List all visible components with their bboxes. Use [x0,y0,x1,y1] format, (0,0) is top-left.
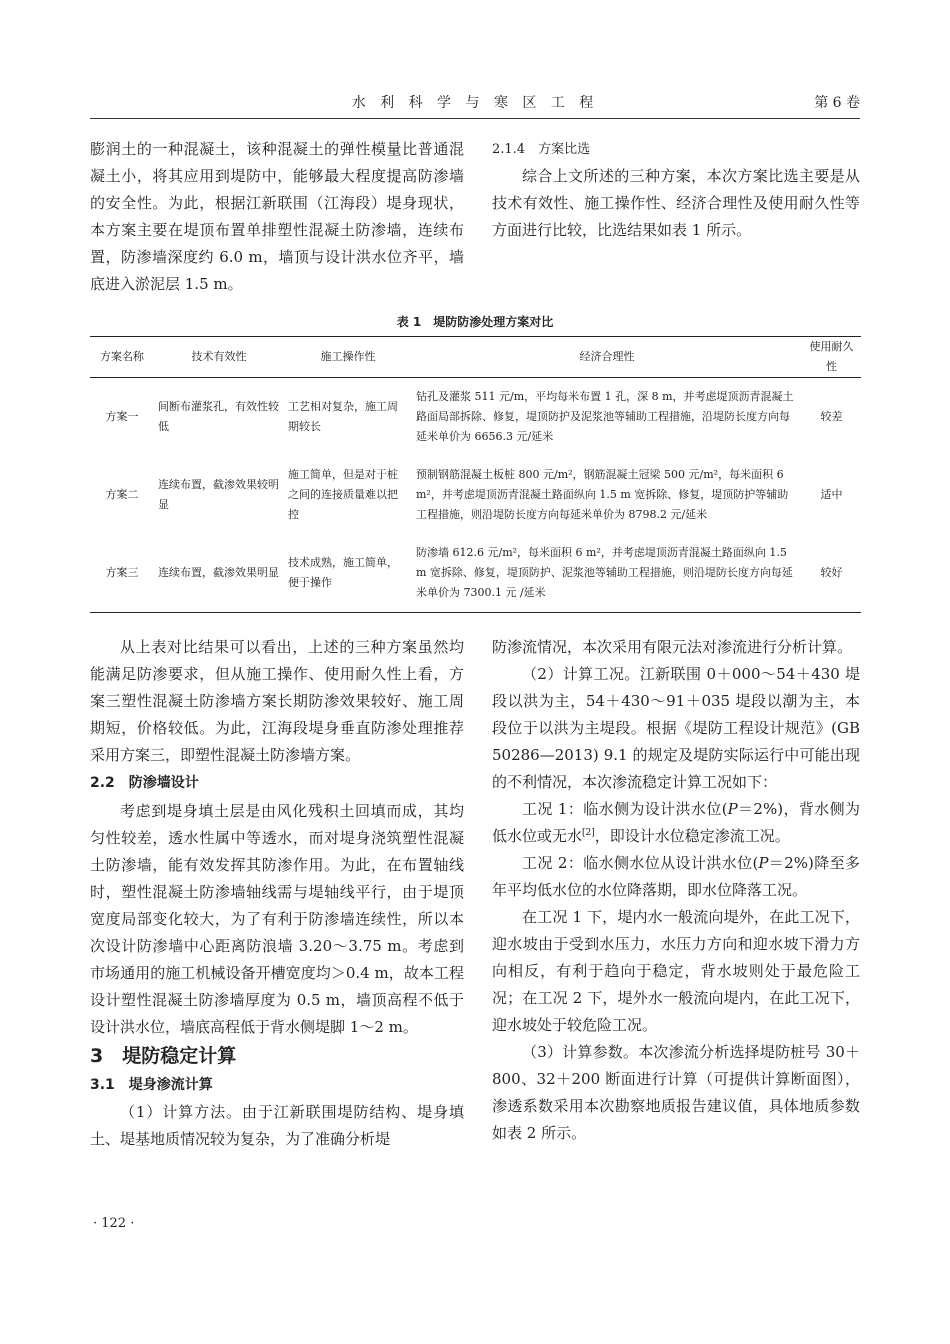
column-header: 技术有效性 [191,350,247,363]
comparison-table [90,336,861,613]
paragraph: （3）计算参数。本次渗流分析选择堤防桩号 30＋800、32＋200 断面进行计算（可提供计算断面图），渗透系数采用本次勘察地质报告建议值，具体地质参数如表 2 所示。 [492,1043,860,1142]
table-cell: 间断布灌浆孔，有效性较低 [158,400,279,433]
column-header: 使用耐久性 [809,340,854,373]
table-cell: 连续布置，截渗效果明显 [158,566,279,579]
volume-label: 第 6 卷 [814,95,860,111]
table-caption: 表 1 堤防防渗处理方案对比 [396,315,554,329]
paragraph: 从上表对比结果可以看出，上述的三种方案虽然均能满足防渗要求，但从施工操作、使用耐久性上看，方案三塑性混凝土防渗墙方案长期防渗效果较好、施工周期短，价格较低。为此，江海段堤身垂直防渗处理推荐采用方案三，即塑性混凝土防渗墙方案。 [90,638,464,764]
paragraph: 工况 2：临水侧水位从设计洪水位(P＝2%)降至多年平均低水位的水位降落期，即水位降落工况。 [492,854,860,899]
variable-p: P [727,800,738,818]
paragraph: （1）计算方法。由于江新联围堤防结构、堤身填土、堤基地质情况较为复杂，为了准确分析堤 [90,1103,464,1148]
table-cell: 钻孔及灌浆 511 元/m，平均每米布置 1 孔，深 8 m，并考虑堤顶沥青混凝土路面局部拆除、修复，堤顶防护及泥浆池等辅助工程措施，沿堤防长度方向每延米单价为 6656.3 元/延米 [416,390,794,443]
column-header: 经济合理性 [579,350,635,363]
table-cell: 较差 [820,410,843,423]
paragraph: 考虑到堤身填土层是由风化残积土回填而成，其均匀性较差，透水性属中等透水，而对堤身浇筑塑性混凝土防渗墙，能有效发挥其防渗作用。为此，在布置轴线时，塑性混凝土防渗墙轴线需与堤轴线平行，由于堤顶宽度局部变化较大，为了有利于防渗墙连续性，所以本次设计防渗墙中心距离防浪墙 3.20～3.75 m。考虑到市场通用的施工机械设备开槽宽度均＞0.4 m，故本工程设计塑性混凝土防渗墙厚度为 0.5 m，墙顶高程不低于设计洪水位，墙底高程低于背水侧堤脚 1～2 m。 [90,802,464,1036]
paragraph: 防渗流情况，本次采用有限元法对渗流进行分析计算。 [492,638,853,656]
table-cell: 方案三 [105,566,139,579]
paragraph: 膨润土的一种混凝土，该种混凝土的弹性模量比普通混凝土小，将其应用到堤防中，能够最大程度提高防渗墙的安全性。为此，根据江新联围（江海段）堤身现状，本方案主要在堤顶布置单排塑性混凝土防渗墙，连续布置，防渗墙深度约 6.0 m，墙顶与设计洪水位齐平，墙底进入淤泥层 1.5 m。 [90,140,464,293]
table-cell: 工艺相对复杂，施工周期较长 [288,400,398,433]
section-heading-2-2: 2.2 防渗墙设计 [90,775,199,791]
page-number: · 122 · [93,1216,135,1231]
variable-p: P [758,854,769,872]
table-cell: 适中 [820,488,843,501]
table-row [90,534,861,613]
paragraph: 工况 1：临水侧为设计洪水位(P＝2%)，背水侧为低水位或无水[2]，即设计水位稳定渗流工况。 [492,800,860,845]
chapter-heading-3: 3 堤防稳定计算 [90,1045,237,1067]
paragraph: 在工况 1 下，堤内水一般流向堤外，在此工况下，迎水坡由于受到水压力，水压力方向和迎水坡下滑力方向相反，有利于趋向于稳定，背水坡则处于最危险工况；在工况 2 下，堤外水一般流向堤内，在此工况下，迎水坡处于较危险工况。 [492,908,860,1034]
table-cell: 连续布置，截渗效果较明显 [158,478,279,511]
table-row [90,378,861,457]
header-divider [90,118,860,119]
left-column [90,634,464,1153]
table-cell: 较好 [820,566,843,579]
paragraph: （2）计算工况。江新联围 0＋000～54＋430 堤段以洪为主，54＋430～91＋035 堤段以潮为主，本段位于以洪为主堤段。根据《堤防工程设计规范》(GB 50286—2013) 9.1 的规定及堤防实际运行中可能出现的不利情况，本次渗流稳定计算工况如下： [492,665,860,791]
citation-ref: [2] [582,828,595,838]
table-cell: 防渗墙 612.6 元/m²，每米面积 6 m²，并考虑堤顶沥青混凝土路面纵向 1.5 m 宽拆除、修复，堤顶防护、泥浆池等辅助工程措施，则沿堤防长度方向每延米单价为 7300.1 元 /延米 [416,546,793,599]
table-cell: 施工简单，但是对于桩之间的连接质量难以把控 [288,468,398,521]
table-row [90,456,861,534]
table-header-row [90,337,861,378]
table-cell: 预制钢筋混凝土板桩 800 元/m²，钢筋混凝土冠梁 500 元/m²，每米面积 6 m²，并考虑堤顶沥青混凝土路面纵向 1.5 m 宽拆除、修复，堤顶防护等辅助工程措施，则沿堤防长度方向每延米单价为 8798.2 元/延米 [416,468,789,521]
section-heading-3-1: 3.1 堤身渗流计算 [90,1077,213,1093]
top-right-column [492,136,860,244]
column-header: 方案名称 [100,350,144,363]
table-cell: 方案二 [105,488,139,501]
right-column [492,634,860,1147]
subsection-heading: 2.1.4 方案比选 [492,142,591,157]
top-left-column [90,136,464,298]
journal-title: 水 利 科 学 与 寒 区 工 程 [351,95,599,111]
table-cell: 方案一 [105,410,139,423]
column-header: 施工操作性 [320,350,376,363]
paragraph: 综合上文所述的三种方案，本次方案比选主要是从技术有效性、施工操作性、经济合理性及使用耐久性等方面进行比较，比选结果如表 1 所示。 [492,167,860,239]
table-cell: 技术成熟，施工简单，便于操作 [288,556,398,589]
